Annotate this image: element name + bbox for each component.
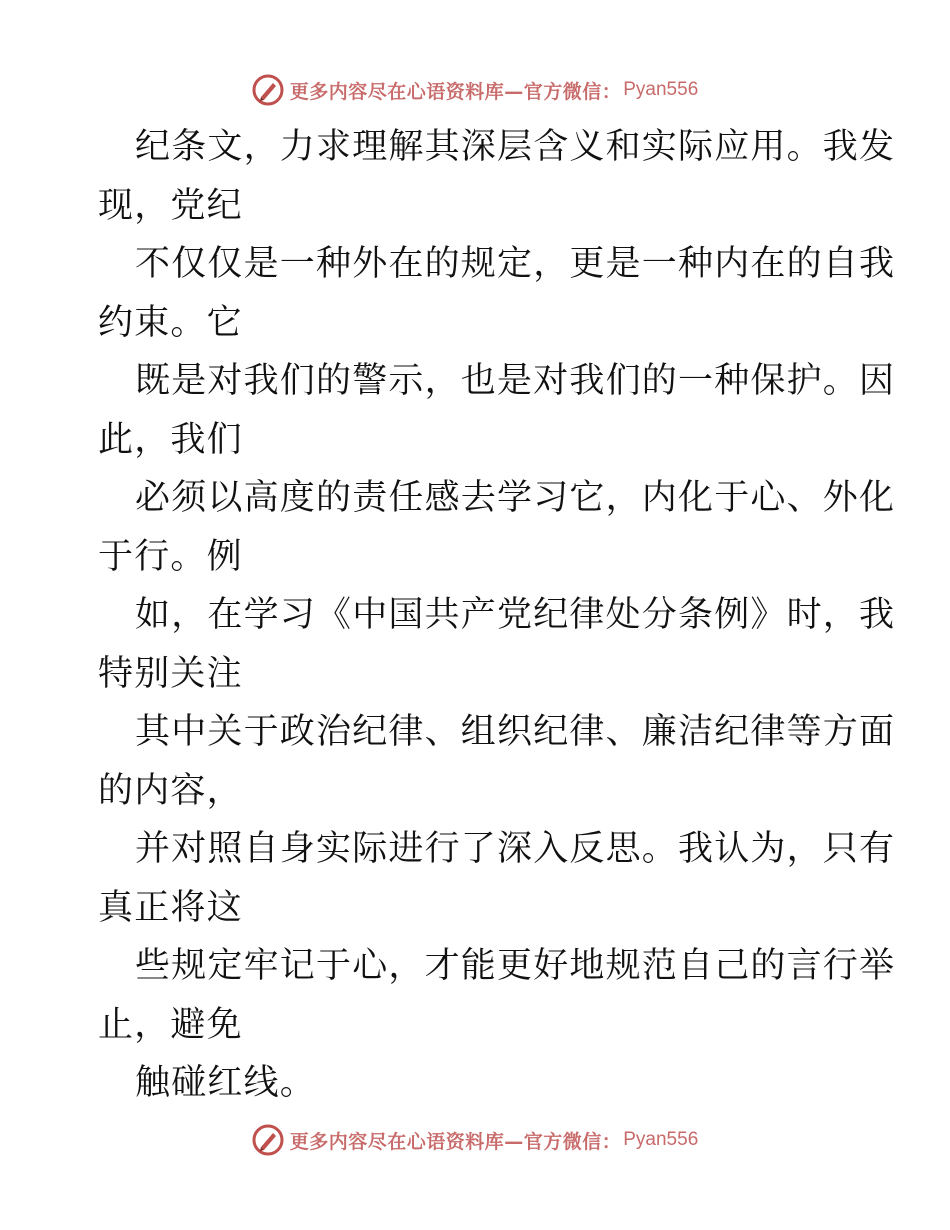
pen-logo-icon [252,74,284,106]
text-line: 不仅仅是一种外在的规定，更是一种内在的自我 [135,244,896,284]
header-watermark [0,70,950,110]
text-line: 止，避免 [98,1004,243,1045]
text-line: 如，在学习《中国共产党纪律处分条例》时，我 [135,595,896,635]
text-line: 触碰红线。 [135,1063,317,1103]
text-line: 于行。例 [98,536,243,577]
text-line: 些规定牢记于心，才能更好地规范自己的言行举 [135,946,896,986]
pen-logo-icon [252,1124,284,1156]
watermark-handle: Pyan556 [623,1129,699,1150]
watermark-text: 更多内容尽在心语资料库—官方微信： [289,80,622,103]
text-line: 的内容， [98,770,243,811]
text-line: 现，党纪 [98,185,243,226]
text-line: 纪条文，力求理解其深层含义和实际应用。我发 [135,127,896,167]
text-line: 既是对我们的警示，也是对我们的一种保护。因 [135,361,896,401]
footer-watermark [0,1120,950,1160]
text-line: 并对照自身实际进行了深入反思。我认为，只有 [135,829,896,869]
document-body [98,118,896,1113]
text-line: 特别关注 [98,653,243,694]
watermark-handle: Pyan556 [623,79,699,100]
text-line: 必须以高度的责任感去学习它，内化于心、外化 [135,478,896,518]
watermark-text: 更多内容尽在心语资料库—官方微信： [289,1130,622,1153]
text-line: 真正将这 [98,887,243,928]
text-line: 约束。它 [98,302,243,343]
text-line: 此，我们 [98,419,243,460]
text-line: 其中关于政治纪律、组织纪律、廉洁纪律等方面 [135,712,896,752]
